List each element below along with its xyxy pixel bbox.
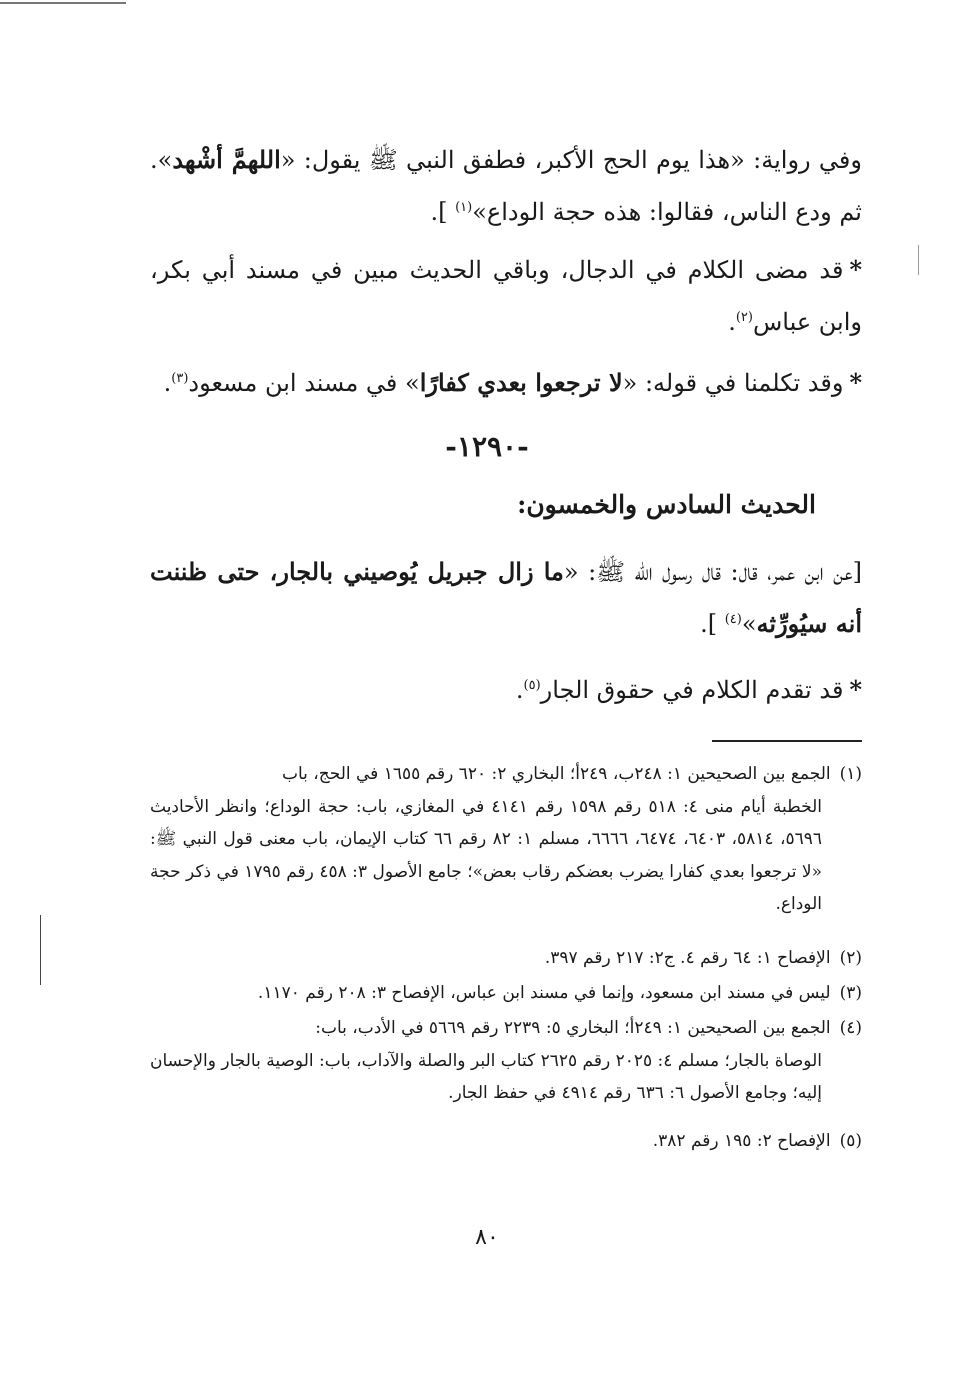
footnote-ref: (٢) <box>735 310 753 325</box>
footnote-ref: (١) <box>455 200 473 215</box>
para3-text: » في مسند ابن مسعود <box>188 369 420 397</box>
footnote-text: الجمع بين الصحيحين ١: ٢٤٨ب، ٢٤٩أ؛ البخاري ٢: ٦٢٠ رقم ١٦٥٥ في الحج، باب <box>281 764 831 784</box>
footnote-label: (٥) <box>839 1131 862 1151</box>
asterisk-icon: * <box>849 255 862 284</box>
paragraph-2 <box>150 244 862 348</box>
footnote-1 <box>150 758 862 921</box>
paragraph-5 <box>150 664 862 716</box>
scan-artifact <box>918 245 919 275</box>
para5-text: قد تقدم الكلام في حقوق الجار <box>540 676 844 704</box>
scan-artifact <box>0 2 126 4</box>
para3-text: وقد تكلمنا في قوله: « <box>622 369 844 397</box>
para4-bold: ما زال جبريل يُوصيني بالجار، حتى ظننت أنه سيُورِّثه <box>150 557 862 638</box>
paragraph-3 <box>150 357 862 409</box>
footnote-ref: (٣) <box>171 371 189 386</box>
para1-text: وفي رواية: «هذا يوم الحج الأكبر، فطفق النبي ﷺ يقول: « <box>280 146 862 174</box>
footnote-text: الإفصاح ١: ٦٤ رقم ٤. ج٢: ٢١٧ رقم ٣٩٧. <box>544 948 831 968</box>
footnote-text: الوصاة بالجار؛ مسلم ٤: ٢٠٢٥ رقم ٢٦٢٥ كتاب البر والصلة والآداب، باب: الوصية بالجار والإحسان إليه؛ وجامع الأصول ٦: ٦٣٦ رقم ٤٩١٤ في حفظ الجار. <box>150 1050 822 1103</box>
footnote-3 <box>150 977 862 1010</box>
footnote-divider <box>712 740 862 742</box>
paragraph-1 <box>150 134 862 238</box>
footnote-label: (١) <box>839 764 862 784</box>
para4-text: ]. <box>700 610 725 638</box>
footnote-text: الخطبة أيام منى ٤: ٥١٨ رقم ١٥٩٨ رقم ٤١٤١ في المغازي، باب: حجة الوداع؛ وانظر الأحاديث ٥٦٩٦، ٥٨١٤، ٦٤٠٣، ٦٤٧٤، ٦٦٦٦، مسلم ١: ٨٢ رقم ٦٦ كتاب الإيمان، باب معنى قول النبي ﷺ: «لا ترجعوا بعدي كفارا يضرب بعضكم رقاب بعض»؛ جامع الأصول ٣: ٤٥٨ رقم ١٧٩٥ في ذكر حجة الوداع. <box>150 796 822 914</box>
section-heading: الحديث السادس والخمسون: <box>517 490 816 519</box>
footnote-2 <box>150 942 862 975</box>
para4-text: » <box>741 610 757 638</box>
footnote-label: (٤) <box>839 1018 862 1038</box>
para5-text: . <box>515 676 524 704</box>
paragraph-4 <box>150 546 862 650</box>
para4-text: [عن ابن عمر، قال: قال رسول الله ﷺ: « <box>563 558 862 586</box>
footnote-text: الجمع بين الصحيحين ١: ٢٤٩أ؛ البخاري ٥: ٢٢٣٩ رقم ٥٦٦٩ في الأدب، باب: <box>315 1018 831 1038</box>
asterisk-icon: * <box>849 368 862 397</box>
footnote-text: الإفصاح ٢: ١٩٥ رقم ٣٨٢. <box>652 1131 831 1151</box>
para1-text: ]. <box>430 198 456 226</box>
scan-artifact <box>40 915 41 985</box>
footnote-label: (٢) <box>839 948 862 968</box>
hadith-number: -١٢٩٠- <box>445 430 529 463</box>
footnote-text: ليس في مسند ابن مسعود، وإنما في مسند ابن عباس، الإفصاح ٣: ٢٠٨ رقم ١١٧٠. <box>257 983 831 1003</box>
para2-text: قد مضى الكلام في الدجال، وباقي الحديث مبين في مسند أبي بكر، وابن عباس <box>150 256 862 336</box>
footnote-ref: (٥) <box>523 678 541 693</box>
page-number: ٨٠ <box>475 1225 499 1250</box>
footnote-label: (٣) <box>839 983 862 1003</box>
footnote-ref: (٤) <box>724 612 742 627</box>
para1-bold: اللهمَّ أشْهد <box>172 145 281 174</box>
footnote-5 <box>150 1125 862 1158</box>
para1-text: ». ثم ودع الناس، فقالوا: هذه حجة الوداع» <box>150 146 862 226</box>
footnote-4 <box>150 1012 862 1110</box>
para3-text: . <box>163 369 172 397</box>
asterisk-icon: * <box>849 675 862 704</box>
para2-text: . <box>728 308 736 336</box>
para3-bold: لا ترجعوا بعدي كفارًا <box>419 368 623 397</box>
